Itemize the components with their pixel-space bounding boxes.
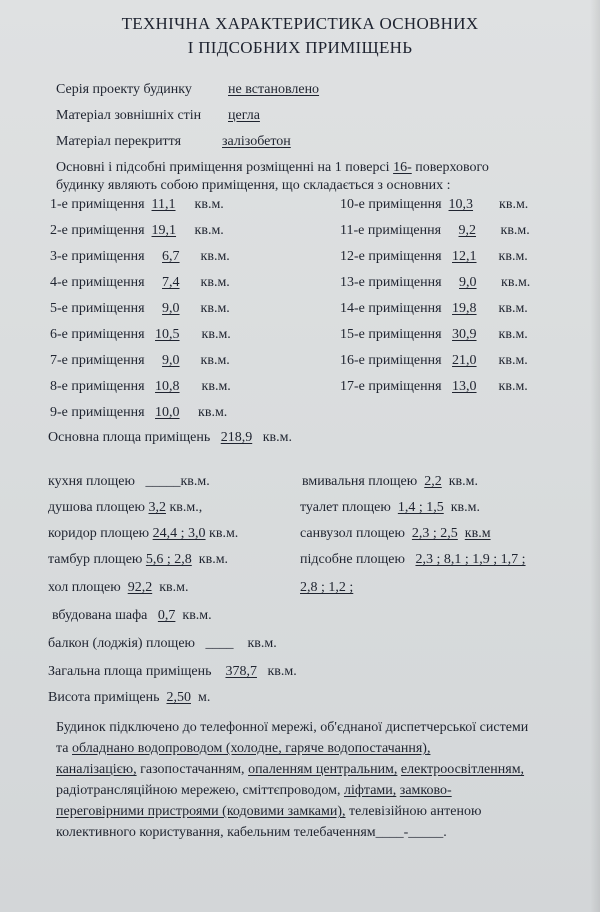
walls-label: Матеріал зовнішніх стін (56, 108, 202, 123)
corridor-row: коридор площею 24,4 ; 3,0 кв.м. (48, 526, 239, 541)
footer-line2: та обладнано водопроводом (холодне, гаряче водопостачання), (56, 741, 431, 756)
room-row: 7-е приміщення 9,0 кв.м. (50, 353, 230, 368)
kitchen-row: кухня площею _____кв.м. (48, 474, 210, 489)
room-row: 13-е приміщення 9,0 кв.м. (340, 275, 531, 290)
main-area-value: 218,9 (220, 430, 253, 445)
room-row: 11-е приміщення 9,2 кв.м. (340, 223, 530, 238)
location-text1: Основні і підсобні приміщення розміщенні на 1 поверсі (56, 160, 390, 175)
page-shadow-edge (590, 0, 600, 912)
room-row: 16-е приміщення 21,0 кв.м. (340, 353, 528, 368)
room-row: 3-е приміщення 6,7 кв.м. (50, 249, 230, 264)
footer-line3: каналізацією, газопостачанням, опаленням центральним, електроосвітленням, (56, 762, 525, 777)
doc-title-line1: ТЕХНІЧНА ХАРАКТЕРИСТИКА ОСНОВНИХ (121, 14, 479, 33)
utility-row-cont: 2,8 ; 1,2 ; (300, 580, 354, 595)
room-row: 14-е приміщення 19,8 кв.м. (340, 301, 528, 316)
utility-row: підсобне площею 2,3 ; 8,1 ; 1,9 ; 1,7 ; (300, 552, 526, 567)
room-row: 12-е приміщення 12,1 кв.м. (340, 249, 528, 264)
floors-value: залізобетон (222, 134, 291, 149)
room-row: 5-е приміщення 9,0 кв.м. (50, 301, 230, 316)
footer-line6: колективного користування, кабельним телебаченням____-_____. (56, 825, 447, 840)
location-line2: будинку являють собою приміщення, що складається з основних : (56, 178, 451, 193)
room-row: 1-е приміщення 11,1 кв.м. (50, 197, 224, 212)
room-row: 8-е приміщення 10,8 кв.м. (50, 379, 231, 394)
room-row: 9-е приміщення 10,0 кв.м. (50, 405, 228, 420)
floors-label: Матеріал перекриття (56, 134, 182, 149)
total-area-value: 378,7 (225, 664, 257, 679)
balcony-row: балкон (лоджія) площею ____ кв.м. (48, 636, 277, 651)
footer-line1: Будинок підключено до телефонної мережі, об'єднаної диспетчерської системи (56, 720, 529, 735)
room-row: 17-е приміщення 13,0 кв.м. (340, 379, 528, 394)
room-row: 6-е приміщення 10,5 кв.м. (50, 327, 231, 342)
location-line1 (56, 160, 489, 176)
footer-line4: радіотрансляційною мережею, сміттєпроводом, ліфтами, замково- (56, 783, 452, 798)
floors-count: 16- (393, 160, 412, 175)
room-row: 2-е приміщення 19,1 кв.м. (50, 223, 224, 238)
series-label: Серія проекту будинку (56, 82, 192, 97)
washroom-row: вмивальня площею 2,2 кв.м. (302, 474, 479, 489)
shower-row: душова площею 3,2 кв.м., (48, 500, 203, 515)
bathroom-row: санвузол площею 2,3 ; 2,5 кв.м (300, 526, 491, 541)
toilet-row: туалет площею 1,4 ; 1,5 кв.м. (300, 500, 481, 515)
room-row: 4-е приміщення 7,4 кв.м. (50, 275, 230, 290)
room-row: 15-е приміщення 30,9 кв.м. (340, 327, 528, 342)
vestibule-row: тамбур площею 5,6 ; 2,8 кв.м. (48, 552, 229, 567)
series-value: не встановлено (228, 82, 320, 97)
closet-row: вбудована шафа 0,7 кв.м. (52, 608, 212, 623)
height-row: Висота приміщень 2,50 м. (48, 690, 211, 705)
total-area-row: Загальна площа приміщень 378,7 кв.м. (48, 664, 297, 679)
footer-line5: переговірними пристроями (кодовими замками), телевізійною антеною (56, 804, 482, 819)
doc-title-line2: І ПІДСОБНИХ ПРИМІЩЕНЬ (187, 38, 413, 57)
walls-value: цегла (228, 108, 260, 123)
room-row: 10-е приміщення 10,3 кв.м. (340, 197, 529, 212)
hall-row: хол площею 92,2 кв.м. (48, 580, 189, 595)
location-text2: поверхового (415, 160, 489, 175)
main-area-row: Основна площа приміщень 218,9 кв.м. (48, 430, 292, 445)
